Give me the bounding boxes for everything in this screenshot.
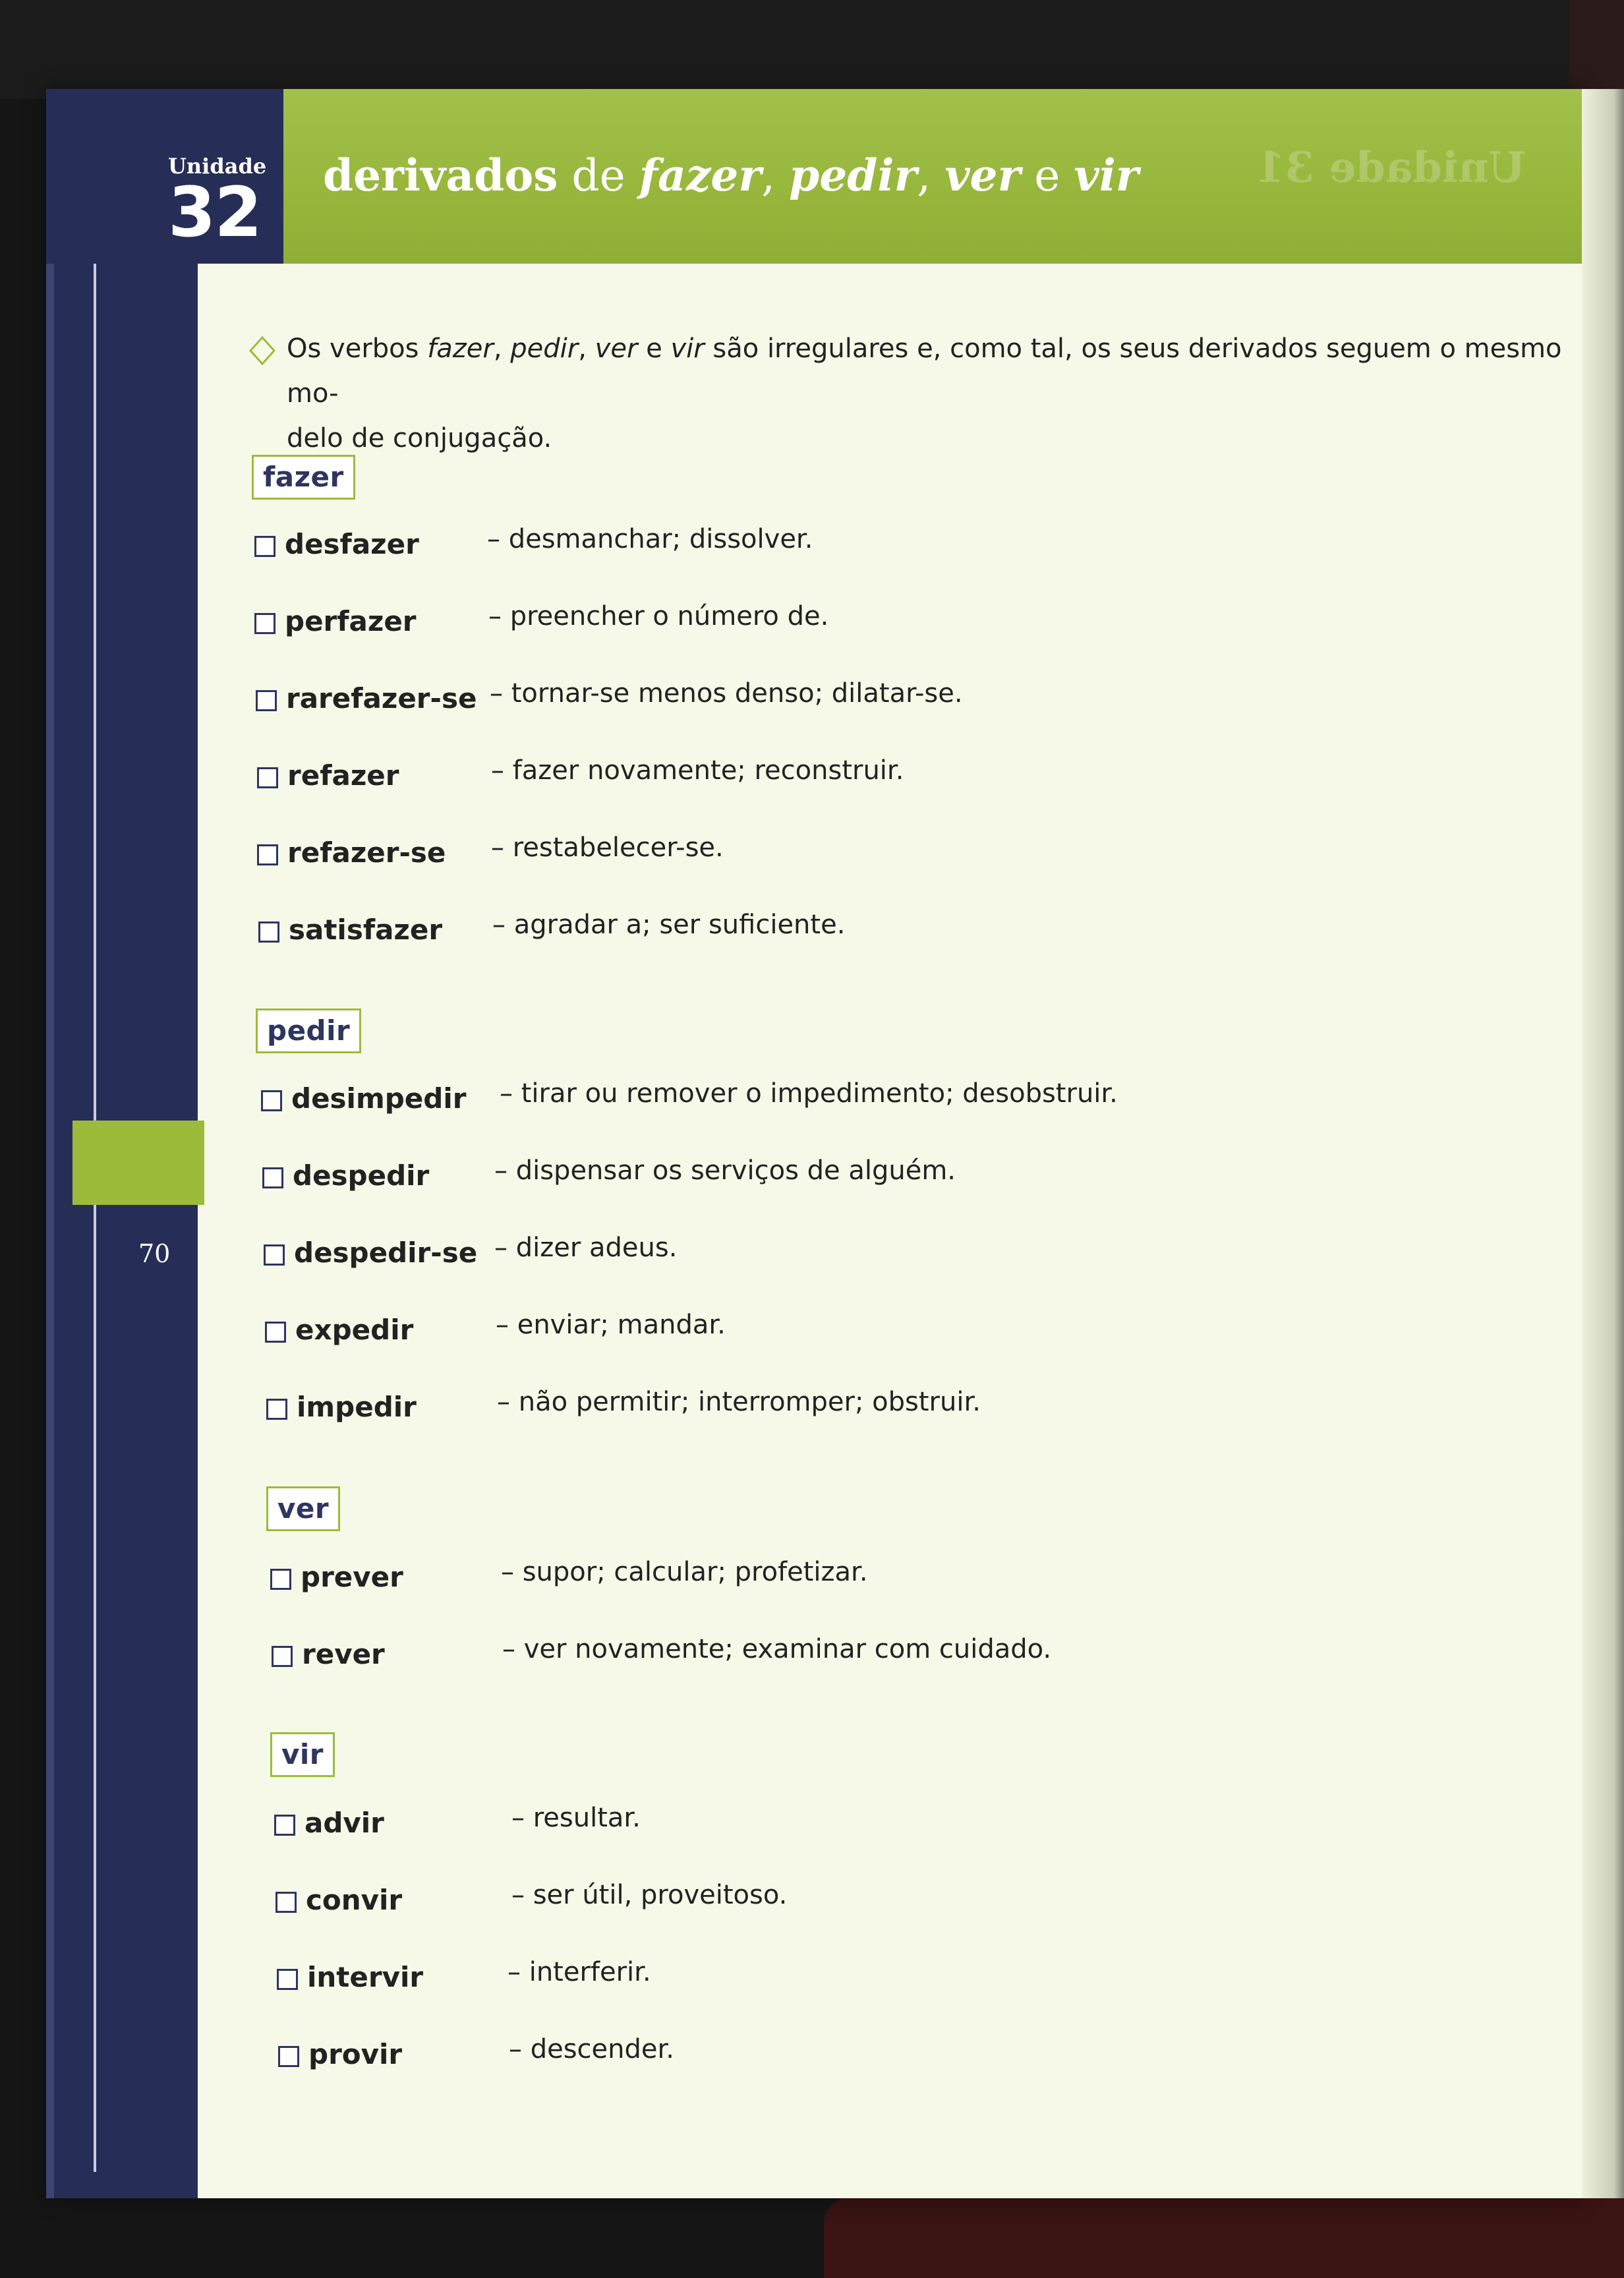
verb-definition: – ver novamente; examinar com cuidado. [502, 1634, 1052, 1664]
verb-definition: – resultar. [511, 1803, 641, 1833]
checkbox[interactable] [261, 1090, 282, 1111]
intro-verb: pedir [510, 334, 579, 364]
verb-term: despedir [293, 1159, 430, 1192]
verb-term: convir [306, 1884, 403, 1916]
checkbox[interactable] [258, 921, 279, 943]
section-label-pedir: pedir [256, 1008, 361, 1053]
verb-definition: – descender. [509, 2034, 674, 2064]
book-page [46, 89, 1582, 2198]
verb-definition: – dizer adeus. [494, 1233, 678, 1263]
intro-text: e [637, 334, 671, 364]
verb-term: satisfazer [289, 914, 443, 946]
checkbox[interactable] [276, 1892, 297, 1913]
intro-text: , [578, 334, 595, 364]
section-label-ver: ver [266, 1486, 340, 1531]
verb-term: desimpedir [291, 1082, 467, 1115]
page-edge [1582, 89, 1624, 2198]
verb-term: intervir [307, 1961, 424, 1993]
verb-definition: – fazer novamente; reconstruir. [491, 755, 904, 786]
verb-definition: – desmanchar; dissolver. [487, 524, 813, 554]
verb-definition: – supor; calcular; profetizar. [501, 1557, 868, 1587]
verb-term: refazer [287, 759, 399, 792]
verb-term: refazer-se [287, 836, 446, 869]
page-number: 70 [138, 1239, 171, 1268]
page-number-tab [72, 1121, 204, 1205]
intro-text: são irregulares e, como tal, os seus derivados seguem o mesmo mo- [287, 334, 1562, 409]
checkbox[interactable] [272, 1646, 293, 1667]
checkbox[interactable] [278, 2046, 299, 2067]
title-connector: , [761, 150, 790, 201]
section-label-fazer: fazer [252, 455, 355, 500]
verb-term: impedir [297, 1391, 417, 1423]
verb-definition: – ser útil, proveitoso. [511, 1880, 788, 1910]
verb-definition: – preencher o número de. [488, 601, 829, 631]
checkbox[interactable] [266, 1399, 287, 1420]
verb-term: expedir [295, 1314, 414, 1346]
title-verb: pedir [789, 150, 917, 201]
verb-term: prever [301, 1561, 403, 1593]
verb-definition: – dispensar os serviços de alguém. [494, 1155, 956, 1186]
verb-term: perfazer [285, 605, 417, 637]
verb-definition: – tornar-se menos denso; dilatar-se. [490, 678, 963, 709]
checkbox[interactable] [265, 1322, 286, 1343]
intro-paragraph [287, 326, 1565, 461]
photo-background-top [0, 0, 1624, 99]
intro-text: delo de conjugação. [287, 423, 552, 453]
unit-label: Unidade [168, 154, 267, 179]
intro-text: Os verbos [287, 334, 428, 364]
unit-header [46, 89, 1582, 264]
checkbox[interactable] [262, 1167, 283, 1188]
page-title [323, 150, 1139, 201]
checkbox[interactable] [270, 1569, 291, 1590]
title-connector: e [1020, 150, 1074, 201]
verb-term: desfazer [285, 528, 419, 560]
intro-verb: ver [594, 334, 638, 364]
intro-verb: vir [670, 334, 705, 364]
title-verb: fazer [639, 150, 762, 201]
verb-definition: – enviar; mandar. [496, 1310, 726, 1340]
checkbox[interactable] [257, 767, 278, 788]
verb-term: rarefazer-se [286, 682, 477, 715]
checkbox[interactable] [256, 690, 277, 711]
intro-text: , [493, 334, 511, 364]
verb-definition: – agradar a; ser suficiente. [492, 910, 846, 940]
title-connector: , [917, 150, 945, 201]
verb-definition: – interferir. [508, 1957, 651, 1987]
verb-term: advir [304, 1807, 384, 1839]
show-through-title: Unidade 31 [1256, 143, 1526, 192]
unit-number: 32 [168, 172, 261, 252]
title-connector: de [571, 150, 625, 201]
checkbox[interactable] [277, 1969, 298, 1990]
intro-verb: fazer [427, 334, 494, 364]
checkbox[interactable] [254, 613, 276, 634]
verb-definition: – tirar ou remover o impedimento; desobstruir. [500, 1078, 1118, 1109]
checkbox[interactable] [274, 1815, 295, 1836]
section-label-vir: vir [270, 1732, 335, 1777]
verb-term: provir [308, 2038, 403, 2070]
checkbox[interactable] [264, 1244, 285, 1266]
checkbox[interactable] [254, 536, 276, 557]
title-verb: vir [1074, 150, 1139, 201]
checkbox[interactable] [257, 844, 278, 865]
verb-definition: – restabelecer-se. [491, 832, 724, 863]
verb-term: despedir-se [294, 1237, 478, 1269]
title-word: derivados [323, 150, 558, 201]
diamond-bullet-icon [248, 336, 277, 365]
verb-definition: – não permitir; interromper; obstruir. [497, 1387, 981, 1417]
title-verb: ver [944, 150, 1021, 201]
verb-term: rever [302, 1638, 385, 1670]
